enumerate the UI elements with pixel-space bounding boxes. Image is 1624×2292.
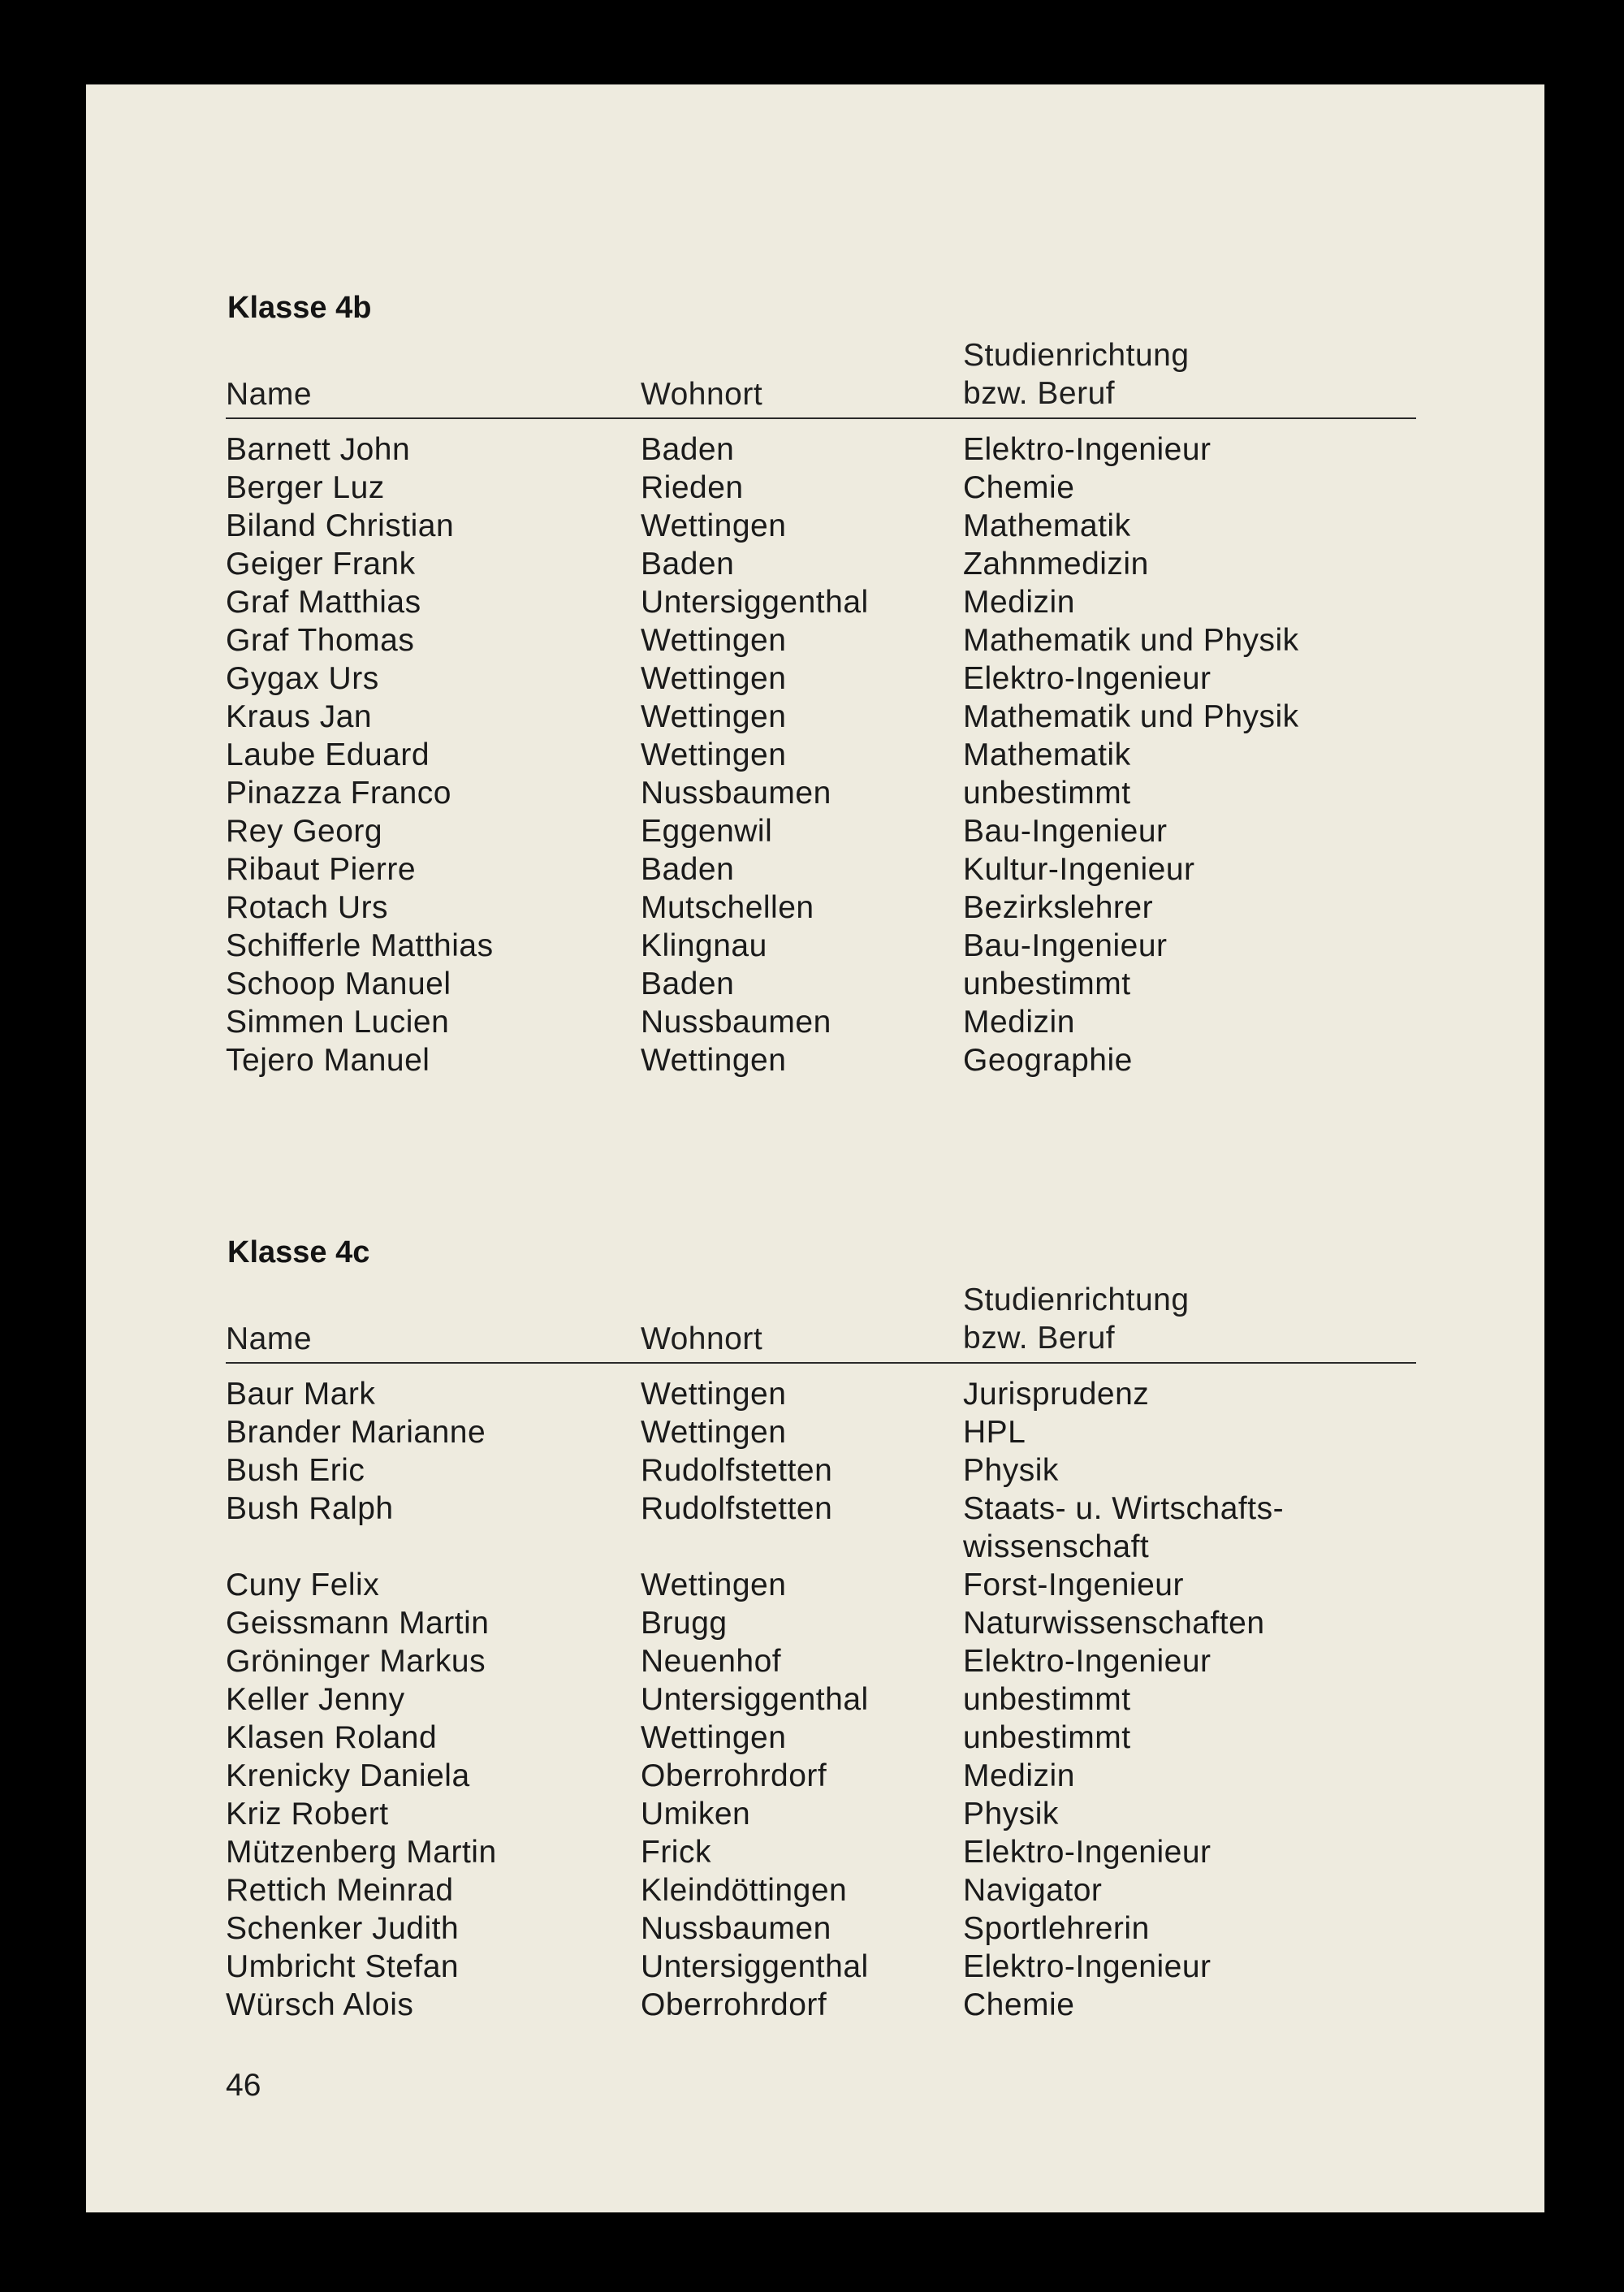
table-row bbox=[226, 736, 1416, 774]
student-name: Schenker Judith bbox=[226, 1911, 460, 1946]
student-name: Rey Georg bbox=[226, 814, 383, 849]
table-row bbox=[226, 1795, 1416, 1833]
student-study: Staats- u. Wirtschafts- wissenschaft bbox=[963, 1491, 1285, 1564]
table-row bbox=[226, 1566, 1416, 1604]
student-name: Baur Mark bbox=[226, 1377, 376, 1412]
student-name: Würsch Alois bbox=[226, 1987, 414, 2022]
table-row bbox=[226, 1041, 1416, 1079]
class-4c-heading: Klasse 4c bbox=[227, 1235, 370, 1269]
student-wohnort: Neuenhof bbox=[641, 1644, 782, 1679]
student-wohnort: Untersiggenthal bbox=[641, 1682, 869, 1717]
student-wohnort: Rudolfstetten bbox=[641, 1491, 833, 1526]
table-row bbox=[226, 1909, 1416, 1948]
student-name: Laube Eduard bbox=[226, 737, 430, 772]
student-wohnort: Nussbaumen bbox=[641, 1005, 831, 1040]
student-wohnort: Wettingen bbox=[641, 1720, 787, 1755]
student-name: Rettich Meinrad bbox=[226, 1873, 454, 1908]
student-study: unbestimmt bbox=[963, 1682, 1131, 1717]
table-row bbox=[226, 621, 1416, 659]
table-row bbox=[226, 430, 1416, 469]
student-wohnort: Wettingen bbox=[641, 1568, 787, 1602]
student-study: Kultur-Ingenieur bbox=[963, 852, 1195, 887]
table-row bbox=[226, 1833, 1416, 1871]
student-wohnort: Untersiggenthal bbox=[641, 585, 869, 620]
table-row bbox=[226, 1757, 1416, 1795]
student-name: Graf Matthias bbox=[226, 585, 421, 620]
table-row bbox=[226, 1003, 1416, 1041]
student-wohnort: Oberrohrdorf bbox=[641, 1987, 827, 2022]
table-row bbox=[226, 812, 1416, 850]
student-study: Zahnmedizin bbox=[963, 547, 1149, 582]
student-name: Brander Marianne bbox=[226, 1415, 486, 1450]
student-name: Krenicky Daniela bbox=[226, 1758, 470, 1793]
student-wohnort: Baden bbox=[641, 547, 735, 582]
student-study: Bezirkslehrer bbox=[963, 890, 1154, 925]
student-wohnort: Kleindöttingen bbox=[641, 1873, 848, 1908]
table-row bbox=[226, 774, 1416, 812]
table-row bbox=[226, 927, 1416, 965]
student-study: Chemie bbox=[963, 470, 1075, 505]
student-name: Klasen Roland bbox=[226, 1720, 438, 1755]
student-name: Gygax Urs bbox=[226, 661, 379, 696]
student-wohnort: Brugg bbox=[641, 1606, 728, 1641]
column-name-header: Name bbox=[226, 377, 313, 412]
table-row bbox=[226, 850, 1416, 889]
class-4b-section bbox=[226, 288, 1416, 1079]
student-wohnort: Frick bbox=[641, 1835, 711, 1870]
class-4b-rows bbox=[226, 419, 1416, 1079]
student-wohnort: Nussbaumen bbox=[641, 776, 831, 811]
student-wohnort: Klingnau bbox=[641, 928, 767, 963]
table-row bbox=[226, 1986, 1416, 2024]
student-study: Bau-Ingenieur bbox=[963, 928, 1168, 963]
table-row bbox=[226, 1642, 1416, 1680]
class-4b-heading: Klasse 4b bbox=[227, 291, 372, 325]
table-row bbox=[226, 507, 1416, 545]
student-name: Umbricht Stefan bbox=[226, 1949, 460, 1984]
student-study: unbestimmt bbox=[963, 967, 1131, 1001]
student-study: Elektro-Ingenieur bbox=[963, 1835, 1212, 1870]
student-name: Bush Ralph bbox=[226, 1491, 394, 1526]
student-study: Mathematik und Physik bbox=[963, 699, 1299, 734]
table-row bbox=[226, 1604, 1416, 1642]
student-wohnort: Rieden bbox=[641, 470, 744, 505]
page-number: 46 bbox=[226, 2068, 261, 2103]
student-wohnort: Oberrohrdorf bbox=[641, 1758, 827, 1793]
student-wohnort: Nussbaumen bbox=[641, 1911, 831, 1946]
table-row bbox=[226, 1871, 1416, 1909]
student-study: HPL bbox=[963, 1415, 1026, 1450]
student-wohnort: Wettingen bbox=[641, 623, 787, 658]
student-name: Geiger Frank bbox=[226, 547, 416, 582]
student-name: Mützenberg Martin bbox=[226, 1835, 497, 1870]
table-row bbox=[226, 545, 1416, 583]
student-wohnort: Untersiggenthal bbox=[641, 1949, 869, 1984]
student-wohnort: Wettingen bbox=[641, 737, 787, 772]
student-name: Cuny Felix bbox=[226, 1568, 380, 1602]
class-4c-section bbox=[226, 1232, 1416, 2024]
student-study: Elektro-Ingenieur bbox=[963, 1949, 1212, 1984]
table-row bbox=[226, 469, 1416, 507]
student-study: Naturwissenschaften bbox=[963, 1606, 1265, 1641]
class-4c-column-header bbox=[226, 1273, 1416, 1364]
student-study: unbestimmt bbox=[963, 776, 1131, 811]
student-study: Medizin bbox=[963, 1758, 1075, 1793]
class-4c-rows bbox=[226, 1364, 1416, 2024]
student-name: Tejero Manuel bbox=[226, 1043, 430, 1078]
column-study-header: Studienrichtung bzw. Beruf bbox=[963, 338, 1190, 411]
student-study: Medizin bbox=[963, 1005, 1075, 1040]
column-wohnort-header: Wohnort bbox=[641, 1321, 763, 1356]
student-wohnort: Baden bbox=[641, 432, 735, 467]
student-study: Mathematik bbox=[963, 737, 1131, 772]
scanned-page bbox=[86, 84, 1544, 2212]
student-study: unbestimmt bbox=[963, 1720, 1131, 1755]
student-study: Navigator bbox=[963, 1873, 1103, 1908]
student-name: Ribaut Pierre bbox=[226, 852, 417, 887]
student-name: Pinazza Franco bbox=[226, 776, 451, 811]
student-wohnort: Wettingen bbox=[641, 508, 787, 543]
student-wohnort: Wettingen bbox=[641, 661, 787, 696]
student-name: Graf Thomas bbox=[226, 623, 415, 658]
student-name: Schifferle Matthias bbox=[226, 928, 494, 963]
student-name: Rotach Urs bbox=[226, 890, 389, 925]
table-row bbox=[226, 1719, 1416, 1757]
table-row bbox=[226, 965, 1416, 1003]
student-study: Sportlehrerin bbox=[963, 1911, 1150, 1946]
class-4b-column-header bbox=[226, 328, 1416, 419]
student-name: Schoop Manuel bbox=[226, 967, 451, 1001]
student-study: Elektro-Ingenieur bbox=[963, 661, 1212, 696]
student-wohnort: Baden bbox=[641, 967, 735, 1001]
student-wohnort: Wettingen bbox=[641, 1043, 787, 1078]
table-row bbox=[226, 659, 1416, 698]
student-study: Bau-Ingenieur bbox=[963, 814, 1168, 849]
student-study: Physik bbox=[963, 1453, 1059, 1488]
student-study: Medizin bbox=[963, 585, 1075, 620]
student-name: Simmen Lucien bbox=[226, 1005, 450, 1040]
student-wohnort: Rudolfstetten bbox=[641, 1453, 833, 1488]
table-row bbox=[226, 1490, 1416, 1566]
column-study-header: Studienrichtung bzw. Beruf bbox=[963, 1282, 1190, 1356]
student-name: Barnett John bbox=[226, 432, 411, 467]
student-study: Mathematik bbox=[963, 508, 1131, 543]
student-study: Mathematik und Physik bbox=[963, 623, 1299, 658]
student-name: Bush Eric bbox=[226, 1453, 365, 1488]
student-study: Jurisprudenz bbox=[963, 1377, 1150, 1412]
student-wohnort: Umiken bbox=[641, 1797, 751, 1831]
student-wohnort: Wettingen bbox=[641, 699, 787, 734]
table-row bbox=[226, 1680, 1416, 1719]
student-name: Gröninger Markus bbox=[226, 1644, 486, 1679]
column-wohnort-header: Wohnort bbox=[641, 377, 763, 412]
student-name: Keller Jenny bbox=[226, 1682, 405, 1717]
table-row bbox=[226, 1375, 1416, 1413]
student-study: Physik bbox=[963, 1797, 1059, 1831]
student-wohnort: Baden bbox=[641, 852, 735, 887]
student-name: Berger Luz bbox=[226, 470, 385, 505]
table-row bbox=[226, 1451, 1416, 1490]
student-study: Elektro-Ingenieur bbox=[963, 432, 1212, 467]
table-row bbox=[226, 1413, 1416, 1451]
column-name-header: Name bbox=[226, 1321, 313, 1356]
student-wohnort: Eggenwil bbox=[641, 814, 773, 849]
student-study: Geographie bbox=[963, 1043, 1133, 1078]
student-name: Kraus Jan bbox=[226, 699, 373, 734]
student-wohnort: Wettingen bbox=[641, 1415, 787, 1450]
table-row bbox=[226, 583, 1416, 621]
student-study: Chemie bbox=[963, 1987, 1075, 2022]
table-row bbox=[226, 889, 1416, 927]
table-row bbox=[226, 1948, 1416, 1986]
student-study: Forst-Ingenieur bbox=[963, 1568, 1184, 1602]
student-wohnort: Wettingen bbox=[641, 1377, 787, 1412]
student-study: Elektro-Ingenieur bbox=[963, 1644, 1212, 1679]
student-wohnort: Mutschellen bbox=[641, 890, 814, 925]
student-name: Biland Christian bbox=[226, 508, 455, 543]
student-name: Kriz Robert bbox=[226, 1797, 389, 1831]
table-row bbox=[226, 698, 1416, 736]
student-name: Geissmann Martin bbox=[226, 1606, 490, 1641]
